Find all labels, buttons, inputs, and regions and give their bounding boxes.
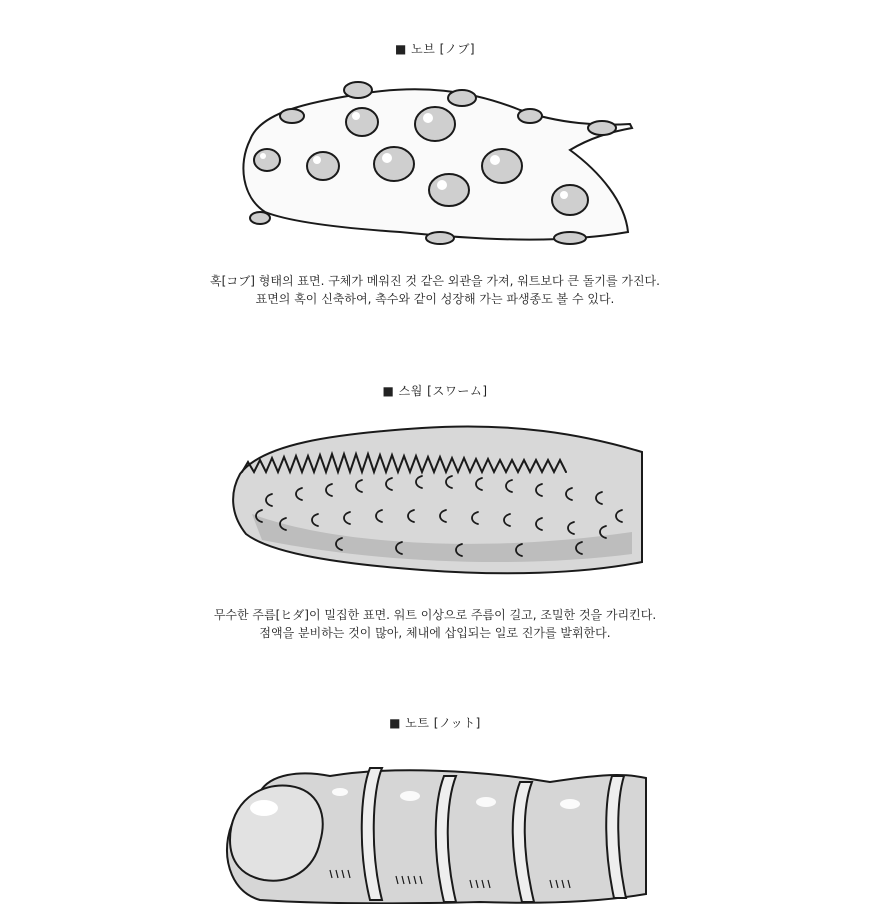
swarm-description-line-2: 점액을 분비하는 것이 많아, 체내에 삽입되는 일로 진가를 발휘한다. <box>259 626 611 640</box>
swarm-illustration <box>222 414 644 584</box>
knob-illustration <box>230 72 640 252</box>
knob-description-line-1: 혹[コブ] 형태의 표면. 구체가 메워진 것 같은 외관을 가져, 워트보다 큰 돌기를 가진다. <box>210 274 660 288</box>
section-heading-knot: ■ 노트 [ノット] <box>389 716 481 730</box>
section-heading-knob: ■ 노브 [ノブ] <box>394 42 475 56</box>
knob-description <box>0 272 870 308</box>
swarm-description <box>0 606 870 642</box>
knob-description-line-2: 표면의 혹이 신축하여, 촉수와 같이 성장해 가는 파생종도 볼 수 있다. <box>255 292 615 306</box>
knot-illustration <box>220 752 650 904</box>
section-heading-swarm: ■ 스웜 [スワーム] <box>382 384 488 398</box>
swarm-description-line-1: 무수한 주름[ヒダ]이 밀집한 표면. 워트 이상으로 주름이 길고, 조밀한 것을 가리킨다. <box>213 608 657 622</box>
